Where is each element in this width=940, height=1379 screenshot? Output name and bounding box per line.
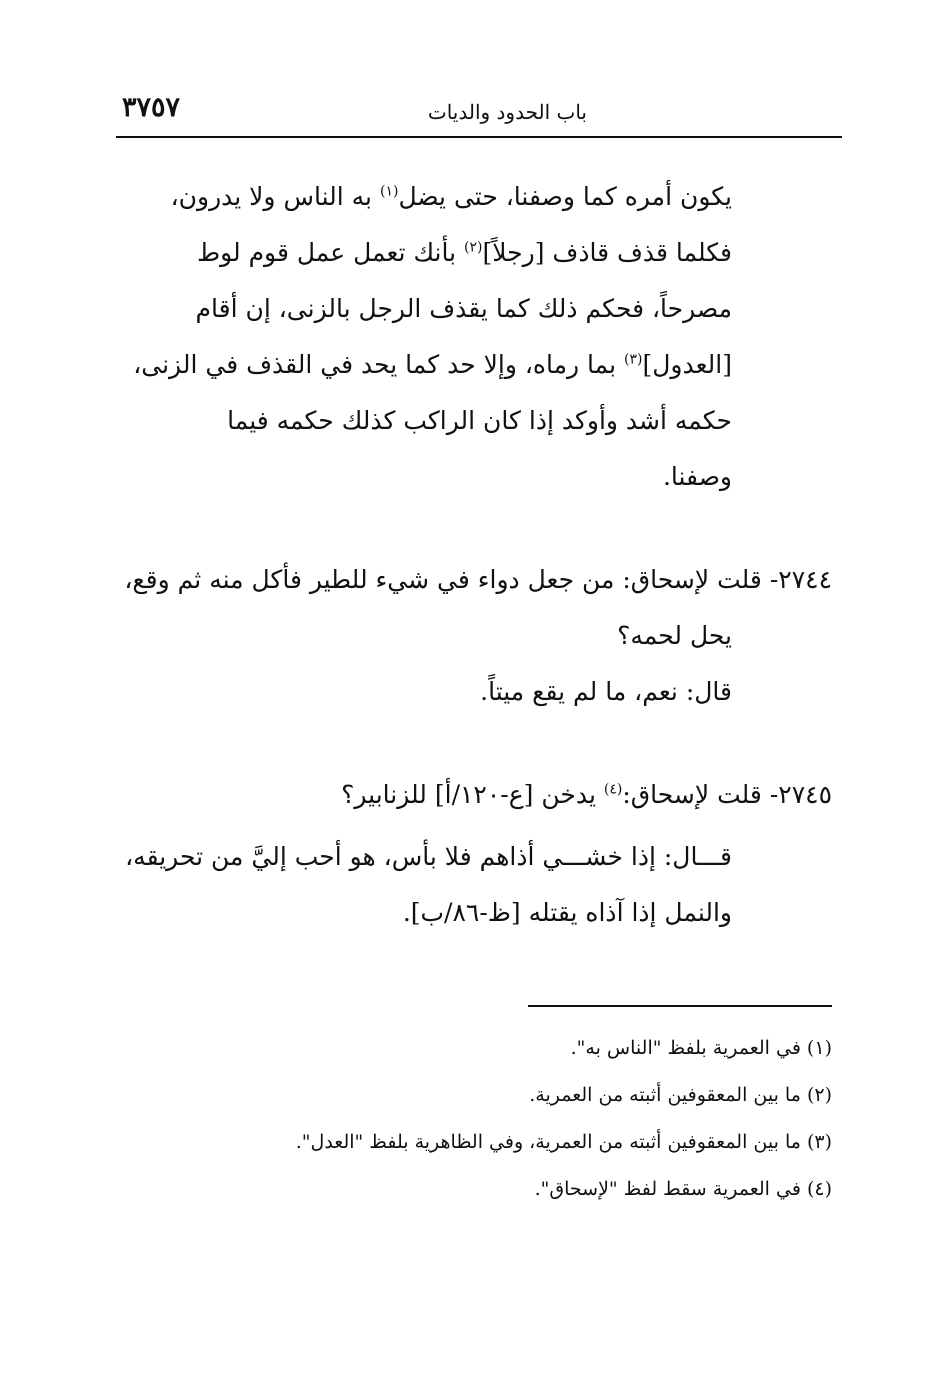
entry-2745-number: ٢٧٤٥- [769,780,832,809]
footnote-3: (٣) ما بين المعقوفين أثبته من العمرية، وفي الظاهرية بلفظ "العدل". [295,1131,832,1153]
footnote-divider [528,1005,832,1007]
body-line-5: حكمه أشد وأوكد إذا كان الراكب كذلك حكمه فيما [227,406,732,435]
running-header [116,92,842,138]
entry-2744-answer: قال: نعم، ما لم يقع ميتاً. [480,677,732,706]
entry-2744-number: ٢٧٤٤- [769,565,832,594]
page-number: ٣٧٥٧ [122,92,181,123]
entry-2744-question: ٢٧٤٤- قلت لإسحاق: من جعل دواء في شيء للطير فأكل منه ثم وقع، [124,565,832,594]
entry-2745-answer: قـــال: إذا خشـــي أذاهم فلا بأس، هو أحب إليَّ من تحريقه، [125,842,732,871]
footnote-ref-1: (١) [379,183,399,200]
body-line-2: فكلما قذف قاذف [رجلاً]$^{(٢)}$ بأنك تعمل عمل قوم لوط [196,238,732,267]
entry-2745-answer-cont: والنمل إذا آذاه يقتله [ظ-٨٦/ب]. [402,898,732,927]
body-line-3: مصرحاً، فحكم ذلك كما يقذف الرجل بالزنى، إن أقام [195,294,732,323]
footnote-ref-3: (٣) [624,351,643,368]
body-line-4: [العدول]$^{(٣)}$ بما رماه، وإلا حد كما يحد في القذف في الزنى، [133,350,732,379]
chapter-title: باب الحدود والديات [427,100,587,124]
footnote-1: (١) في العمرية بلفظ "الناس به". [570,1037,832,1059]
footnote-2: (٢) ما بين المعقوفين أثبته من العمرية. [529,1084,832,1106]
body-line-1: يكون أمره كما وصفنا، حتى يضل$^{(١)}$ به الناس ولا يدرون، [170,182,732,211]
entry-2745-question: ٢٧٤٥- قلت لإسحاق:$^{(٤)}$ يدخن [ع-١٢٠/أ] للزنابير؟ [341,780,832,809]
entry-2744-question-cont: يحل لحمه؟ [617,621,732,650]
footnote-ref-2: (٢) [464,239,483,256]
footnote-4: (٤) في العمرية سقط لفظ "لإسحاق". [534,1178,832,1200]
footnote-ref-4: (٤) [603,781,623,798]
body-line-6: وصفنا. [662,462,732,491]
